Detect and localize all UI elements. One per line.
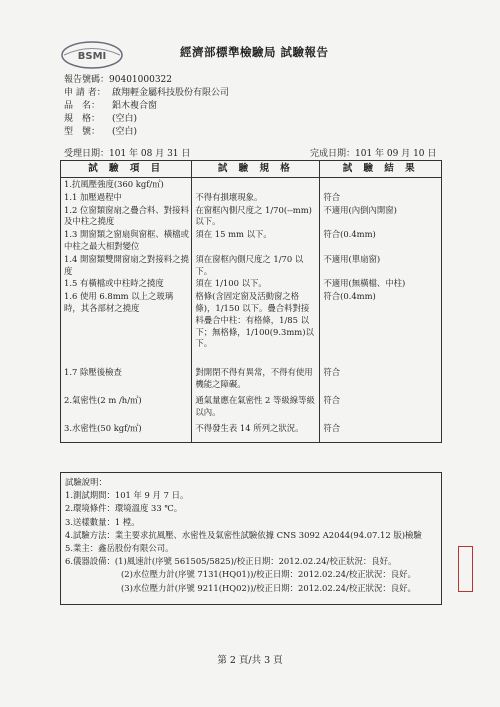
table-row (61, 228, 442, 253)
row-item: 1.3 開窗類之窗扇與窗框、橫檔或中柱之最大相對變位 (61, 228, 192, 253)
product: 鋁木複合窗 (112, 101, 158, 111)
applicant-row (64, 87, 229, 100)
note-line: 1.測試期間：101 年 9 月 7 日。 (65, 490, 189, 501)
table-row (61, 366, 442, 394)
received-date: 受理日期：101 年 08 月 31 日 (64, 149, 191, 159)
row-item: 2.氣密性(2 m /h/㎡) (61, 394, 192, 422)
row-result: 符合(0.4mm) (320, 228, 442, 253)
row-item: 1.7 除壓後檢查 (61, 366, 192, 394)
table-row (61, 178, 442, 191)
note-line: 3.送樣數量：1 樘。 (65, 516, 140, 527)
row-spec: 不得發生表 14 所列之狀況。 (192, 422, 320, 442)
row-item: 3.水密性(50 kgf/㎡) (61, 422, 192, 442)
row-item: 1.2 位窗類窗扇之疊合料、對接料及中柱之撓度 (61, 204, 192, 229)
header-test-item: 試 驗 項 目 (61, 161, 192, 178)
test-notes (60, 472, 442, 605)
table-row (61, 394, 442, 422)
note-line: 4.試驗方法：業主要求抗風壓、水密性及氣密性試驗依據 CNS 3092 A2044(94.07.12 版)檢驗 (65, 529, 422, 540)
row-result: 不適用(內倒內開窗) (320, 204, 442, 229)
row-item: 1.5 有橫檔或中柱時之撓度 (61, 277, 192, 290)
header-test-spec: 試 驗 規 格 (192, 161, 320, 178)
row-result: 符合 (320, 366, 442, 394)
row-item: 1.1 加壓過程中 (61, 191, 192, 204)
row-item: 1.6 使用 6.8mm 以上之玻璃時，其各部材之撓度 (61, 290, 192, 366)
report-number: 90401000322 (109, 75, 173, 85)
row-spec: 須在 1/100 以下。 (192, 277, 320, 290)
table-row (61, 290, 442, 366)
row-spec: 須在窗框內側尺度之 1/70 以下。 (192, 253, 320, 278)
row-result: 符合 (320, 191, 442, 204)
product-label: 品 名： (64, 101, 101, 111)
bsmi-logo (60, 40, 124, 70)
table-row (61, 422, 442, 442)
row-item: 1.抗風壓強度(360 kgf/㎡) (61, 178, 192, 191)
row-spec: 在窗框內側尺度之 1/70(--mm)以下。 (192, 204, 320, 229)
table-row (61, 277, 442, 290)
applicant: 啟翔輕金屬科技股份有限公司 (112, 88, 230, 98)
row-spec: 通氣量應在氣密性 2 等級線等級以內。 (192, 394, 320, 422)
spec-label: 規 格： (64, 114, 101, 124)
note-line-indented: (2)水位壓力計(序號 7131(HQ01))/校正日期：2012.02.24/校正狀況：良好。 (121, 569, 416, 580)
table-row (61, 204, 442, 229)
model-label: 型 號： (64, 127, 101, 137)
seal-stamp (458, 546, 473, 592)
note-line: 6.儀器設備：(1)風速計(序號 561505/5825)/校正日期：2012.02.24/校正狀況：良好。 (65, 556, 397, 567)
row-result: 不適用(無橫檔、中柱) (320, 277, 442, 290)
row-spec: 不得有損壞現象。 (192, 191, 320, 204)
note-line: 2.環境條件：環境溫度 33 ℃。 (65, 503, 183, 514)
report-number-row (64, 74, 172, 87)
logo-text: BSMI (77, 51, 107, 62)
row-spec: 須在 15 mm 以下。 (192, 228, 320, 253)
model-row (64, 126, 137, 139)
row-result: 符合(0.4mm) (320, 290, 442, 366)
model: (空白) (112, 127, 138, 137)
note-line-indented: (3)水位壓力計(序號 9211(HQ02))/校正日期：2012.02.24/校正狀況：良好。 (121, 582, 416, 593)
spec: (空白) (112, 114, 138, 124)
notes-title: 試驗說明： (65, 477, 107, 487)
note-line: 5.業主：鑫岳股份有限公司。 (65, 543, 174, 554)
row-spec (192, 178, 320, 191)
completed-date: 完成日期：101 年 09 月 10 日 (310, 149, 437, 159)
applicant-label: 申 請 者： (64, 88, 106, 98)
table-row (61, 253, 442, 278)
row-result: 符合 (320, 422, 442, 442)
report-number-label: 報告號碼： (64, 75, 110, 85)
header-test-result: 試 驗 結 果 (320, 161, 442, 178)
test-results-table (60, 160, 442, 443)
product-row (64, 100, 157, 113)
table-row (61, 191, 442, 204)
row-spec: 對開閉不得有異常，不得有使用機能之障礙。 (192, 366, 320, 394)
office-title: 經濟部標準檢驗局 試驗報告 (180, 45, 329, 59)
row-spec: 格條(含固定窗及活動窗之格條)，1/150 以下。疊合料對接料疊合中柱：有格條，1/85 以下；無格條，1/100(9.3mm)以下。 (192, 290, 320, 366)
row-item: 1.4 開窗類雙開窗扇之對接料之撓度 (61, 253, 192, 278)
row-result: 不適用(單扇窗) (320, 253, 442, 278)
date-row (64, 146, 440, 159)
table-header-row (61, 161, 442, 178)
row-result: 符合 (320, 394, 442, 422)
page-number: 第 2 頁/共 3 頁 (217, 655, 283, 666)
spec-row (64, 113, 137, 126)
row-result (320, 178, 442, 191)
